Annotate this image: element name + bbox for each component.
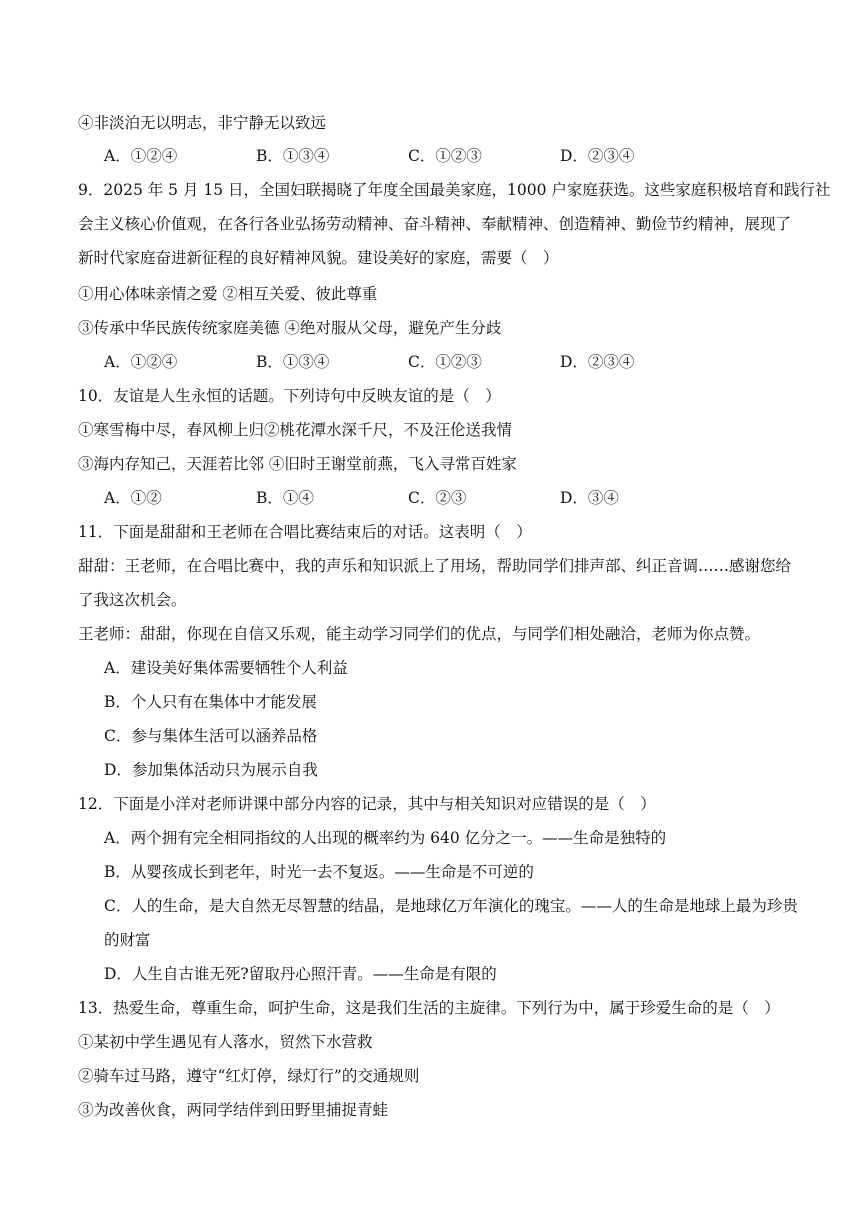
q10-option-a: A．①② [104, 489, 162, 507]
q13-item-3: ③为改善伙食，两同学结伴到田野里捕捉青蛙 [78, 1101, 389, 1119]
q10-option-d: D．③④ [560, 489, 619, 507]
q8-item-4: ④非淡泊无以明志，非宁静无以致远 [78, 114, 327, 132]
q11-dialog-2: 王老师：甜甜，你现在自信又乐观，能主动学习同学们的优点，与同学们相处融洽，老师为你点赞。 [78, 625, 761, 643]
q13-item-2: ②骑车过马路，遵守“红灯停，绿灯行”的交通规则 [78, 1067, 420, 1085]
q9-option-b: B．①③④ [256, 353, 330, 371]
q11-dialog-1-line-1: 甜甜：王老师，在合唱比赛中，我的声乐和知识派上了用场，帮助同学们排声部、纠正音调……感谢您给 [78, 557, 792, 575]
q9-option-a: A．①②④ [104, 353, 178, 371]
q9-stem-line-3: 新时代家庭奋进新征程的良好精神风貌。建设美好的家庭，需要（ ） [78, 249, 559, 267]
q11-dialog-1-line-2: 了我这次机会。 [78, 591, 187, 609]
q12-stem: 12．下面是小洋对老师讲课中部分内容的记录，其中与相关知识对应错误的是（ ） [78, 795, 656, 813]
q11-option-a: A．建设美好集体需要牺牲个人利益 [104, 659, 348, 677]
q11-stem: 11．下面是甜甜和王老师在合唱比赛结束后的对话。这表明（ ） [78, 523, 532, 541]
q8-option-c: C．①②③ [408, 147, 482, 165]
q10-option-c: C．②③ [408, 489, 467, 507]
q9-option-d: D．②③④ [560, 353, 635, 371]
q9-stem-line-1: 9．2025 年 5 月 15 日，全国妇联揭晓了年度全国最美家庭，1000 户家庭获选。这些家庭积极培育和践行社 [78, 181, 831, 199]
q8-option-d: D．②③④ [560, 147, 635, 165]
q13-item-1: ①某初中学生遇见有人落水，贸然下水营救 [78, 1033, 373, 1051]
q10-option-b: B．①④ [256, 489, 314, 507]
q9-items-line-2: ③传承中华民族传统家庭美德 ④绝对服从父母，避免产生分歧 [78, 319, 502, 337]
q12-option-c-line-1: C．人的生命，是大自然无尽智慧的结晶，是地球亿万年演化的瑰宝。——人的生命是地球上最为珍贵 [104, 897, 798, 915]
q11-option-c: C．参与集体生活可以涵养品格 [104, 727, 318, 745]
q10-items-line-2: ③海内存知己，天涯若比邻 ④旧时王谢堂前燕，飞入寻常百姓家 [78, 455, 517, 473]
q11-option-b: B．个人只有在集体中才能发展 [104, 693, 317, 711]
q9-items-line-1: ①用心体味亲情之爱 ②相互关爱、彼此尊重 [78, 285, 378, 303]
q12-option-a: A．两个拥有完全相同指纹的人出现的概率约为 640 亿分之一。——生命是独特的 [104, 829, 667, 847]
q8-option-a: A．①②④ [104, 147, 178, 165]
q9-option-c: C．①②③ [408, 353, 482, 371]
q8-option-b: B．①③④ [256, 147, 330, 165]
q12-option-d: D．人生自古谁无死?留取丹心照汗青。——生命是有限的 [104, 965, 497, 983]
q12-option-b: B．从婴孩成长到老年，时光一去不复返。——生命是不可逆的 [104, 863, 534, 881]
q12-option-c-line-2: 的财富 [104, 931, 151, 949]
q11-option-d: D．参加集体活动只为展示自我 [104, 761, 318, 779]
q10-stem: 10．友谊是人生永恒的话题。下列诗句中反映友谊的是（ ） [78, 387, 501, 405]
q9-stem-line-2: 会主义核心价值观，在各行各业弘扬劳动精神、奋斗精神、奉献精神、创造精神、勤俭节约精神，展现了 [78, 215, 792, 233]
q13-stem: 13．热爱生命，尊重生命，呵护生命，这是我们生活的主旋律。下列行为中，属于珍爱生命的是（ ） [78, 999, 780, 1017]
q10-items-line-1: ①寒雪梅中尽，春风柳上归②桃花潭水深千尺，不及汪伦送我情 [78, 421, 513, 439]
